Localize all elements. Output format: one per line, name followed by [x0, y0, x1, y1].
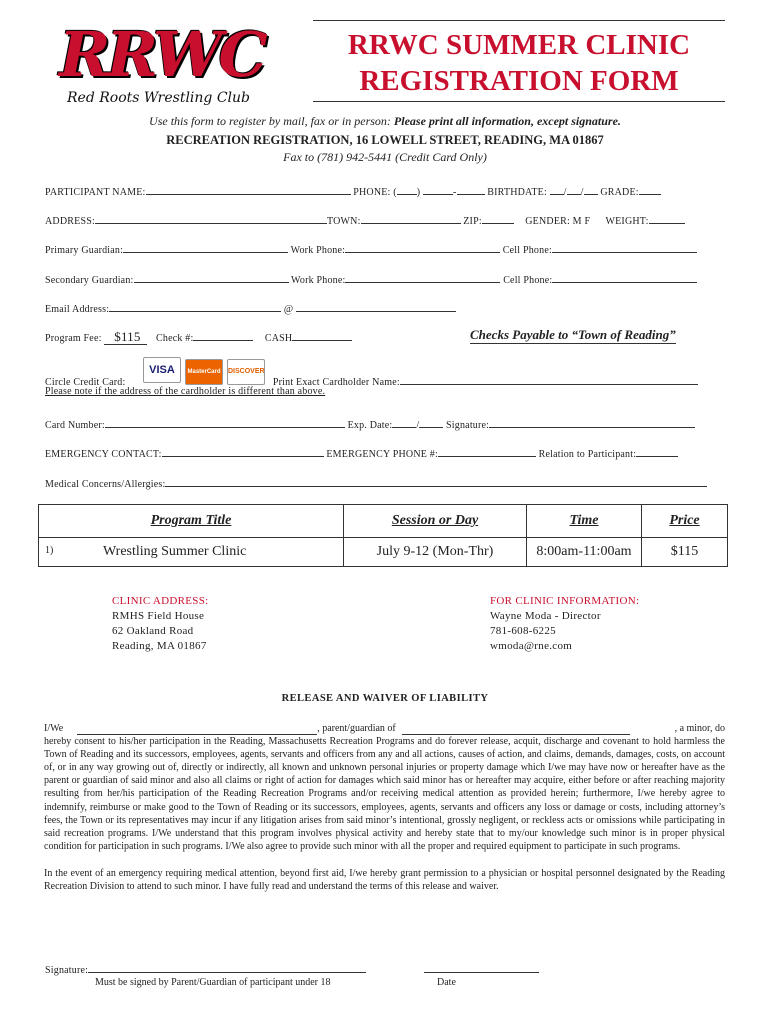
waiver-paragraph-1	[44, 722, 725, 853]
cardholder-name-label: Print Exact Cardholder Name:	[272, 377, 400, 388]
instructions-prefix: Use this form to register by mail, fax or in person:	[149, 114, 391, 128]
waiver-minor: , a minor, do	[674, 723, 725, 734]
primary-work-phone-field[interactable]	[345, 242, 500, 253]
phone-dash: -	[453, 187, 457, 198]
header-time: Time	[527, 505, 642, 538]
card-number-field[interactable]	[105, 417, 345, 428]
clinic-address-line: Reading, MA 01867	[112, 640, 207, 652]
logo-subtitle: Red Roots Wrestling Club	[67, 90, 250, 106]
price-cell: $115	[642, 538, 728, 567]
mastercard-icon[interactable]: MasterCard	[185, 359, 223, 385]
logo-letters: RRWC	[59, 18, 264, 91]
clinic-address-heading: CLINIC ADDRESS:	[112, 595, 209, 607]
clinic-info	[490, 594, 639, 654]
participant-name-label: PARTICIPANT NAME:	[45, 187, 146, 198]
phone-label: PHONE: (	[353, 187, 397, 198]
clinic-address-line: RMHS Field House	[112, 610, 205, 622]
medical-label: Medical Concerns/Allergies:	[45, 479, 166, 490]
email-at: @	[283, 304, 294, 315]
emergency-contact-field[interactable]	[162, 446, 324, 457]
program-title-cell	[39, 538, 344, 567]
cash-field[interactable]	[292, 330, 352, 341]
phone-line-field[interactable]	[457, 184, 485, 195]
weight-label: WEIGHT:	[605, 216, 649, 227]
checks-payable: Checks Payable to “Town of Reading”	[470, 327, 676, 342]
card-number-label: Card Number:	[45, 420, 105, 431]
weight-field[interactable]	[649, 213, 685, 224]
waiver-signature-label: Signature:	[45, 965, 89, 976]
title-box	[313, 20, 725, 102]
grade-field[interactable]	[639, 184, 661, 195]
page-title-line2: REGISTRATION FORM	[359, 65, 679, 97]
session-cell: July 9-12 (Mon-Thr)	[344, 538, 527, 567]
check-label: Check #:	[156, 333, 194, 344]
waiver-we: I/We	[44, 723, 64, 734]
date-label: Date	[437, 977, 456, 988]
program-title: Wrestling Summer Clinic	[103, 544, 247, 559]
secondary-work-phone-field[interactable]	[345, 272, 500, 283]
row-payment	[45, 329, 352, 345]
visa-card-icon[interactable]: VISA	[143, 357, 181, 383]
row-card-number	[45, 417, 695, 431]
row-number: 1)	[45, 545, 54, 556]
cardholder-note: Please note if the address of the cardholder is different than above.	[45, 386, 326, 397]
email-domain-field[interactable]	[296, 301, 456, 312]
program-fee-value: $115	[104, 329, 146, 345]
waiver-minor-name-field[interactable]	[402, 724, 630, 735]
date-sep: /	[563, 187, 567, 198]
waiver-paragraph-2: In the event of an emergency requiring medical attention, beyond first aid, I/we hereby grant permission to a physician or hospital personnel designated by the Reading Recreation Division to attend to such minor. I have fully read and understand the terms of this release and waiver.	[44, 867, 725, 893]
waiver-signature-field[interactable]	[88, 962, 366, 973]
program-table	[38, 504, 728, 567]
participant-name-field[interactable]	[146, 184, 351, 195]
emergency-contact-label: EMERGENCY CONTACT:	[45, 449, 162, 460]
town-field[interactable]	[361, 213, 461, 224]
cell-phone-label: Cell Phone:	[502, 245, 552, 256]
header-price: Price	[642, 505, 728, 538]
email-label: Email Address:	[45, 304, 110, 315]
row-secondary-guardian	[45, 272, 697, 286]
discover-card-icon[interactable]: DISCOVER	[227, 359, 265, 385]
address-label: ADDRESS:	[45, 216, 95, 227]
clinic-address	[112, 594, 209, 654]
zip-field[interactable]	[482, 213, 514, 224]
birth-month-field[interactable]	[550, 184, 564, 195]
date-sep: /	[416, 420, 420, 431]
club-logo	[55, 18, 280, 113]
secondary-guardian-field[interactable]	[134, 272, 289, 283]
header-program-title: Program Title	[39, 505, 344, 538]
waiver-title: RELEASE AND WAIVER OF LIABILITY	[281, 693, 489, 704]
row-primary-guardian	[45, 242, 697, 256]
zip-label: ZIP:	[463, 216, 482, 227]
waiver-guardian-name-field[interactable]	[77, 724, 317, 735]
relation-field[interactable]	[636, 446, 678, 457]
row-email	[45, 301, 456, 315]
row-emergency	[45, 446, 678, 460]
secondary-guardian-label: Secondary Guardian:	[45, 275, 134, 286]
address-field[interactable]	[95, 213, 327, 224]
medical-field[interactable]	[165, 476, 707, 487]
cash-label: CASH	[264, 333, 293, 344]
clinic-address-line: 62 Oakland Road	[112, 625, 194, 637]
check-number-field[interactable]	[193, 330, 253, 341]
birthdate-label: BIRTHDATE:	[487, 187, 547, 198]
waiver-date-field[interactable]	[424, 962, 539, 973]
header-session: Session or Day	[344, 505, 527, 538]
phone-prefix-field[interactable]	[423, 184, 453, 195]
page-title-line1: RRWC SUMMER CLINIC	[347, 29, 691, 61]
emergency-phone-label: EMERGENCY PHONE #:	[326, 449, 438, 460]
table-row[interactable]	[39, 538, 728, 567]
card-signature-field[interactable]	[489, 417, 695, 428]
work-phone-label: Work Phone:	[290, 245, 346, 256]
clinic-phone: 781-608-6225	[490, 625, 556, 637]
row-signature	[45, 962, 539, 976]
instructions-emphasis: Please print all information, except signature.	[393, 114, 621, 128]
circle-credit-card-label: Circle Credit Card:	[45, 377, 126, 388]
birth-year-field[interactable]	[584, 184, 598, 195]
row-medical	[45, 476, 707, 490]
town-label: TOWN:	[326, 216, 361, 227]
program-fee-label: Program Fee:	[45, 333, 102, 344]
time-cell: 8:00am-11:00am	[527, 538, 642, 567]
phone-close: )	[416, 187, 421, 198]
exp-year-field[interactable]	[419, 417, 443, 428]
program-table-header	[39, 505, 728, 538]
phone-area-field[interactable]	[397, 184, 417, 195]
work-phone-label: Work Phone:	[291, 275, 346, 286]
grade-label: GRADE:	[600, 187, 639, 198]
secondary-cell-phone-field[interactable]	[552, 272, 697, 283]
primary-guardian-field[interactable]	[123, 242, 288, 253]
registration-address: RECREATION REGISTRATION, 16 LOWELL STREET, READING, MA 01867	[166, 133, 604, 147]
fax-line: Fax to (781) 942-5441 (Credit Card Only)	[283, 150, 487, 164]
clinic-email-link[interactable]: wmoda@rne.com	[490, 640, 573, 652]
row-participant	[45, 184, 661, 198]
instructions	[0, 114, 770, 129]
gender-label[interactable]: GENDER: M F	[525, 216, 591, 227]
clinic-director: Wayne Moda - Director	[490, 610, 601, 622]
date-sep: /	[580, 187, 584, 198]
cell-phone-label: Cell Phone:	[503, 275, 553, 286]
cardholder-name-field[interactable]	[400, 374, 698, 385]
signature-note: Must be signed by Parent/Guardian of participant under 18	[95, 977, 331, 988]
primary-cell-phone-field[interactable]	[552, 242, 697, 253]
exp-date-label: Exp. Date:	[347, 420, 393, 431]
relation-label: Relation to Participant:	[538, 449, 637, 460]
birth-day-field[interactable]	[567, 184, 581, 195]
primary-guardian-label: Primary Guardian:	[45, 245, 124, 256]
waiver-parent: , parent/guardian of	[317, 723, 396, 734]
emergency-phone-field[interactable]	[438, 446, 536, 457]
email-user-field[interactable]	[109, 301, 281, 312]
clinic-info-heading: FOR CLINIC INFORMATION:	[490, 595, 640, 607]
exp-month-field[interactable]	[392, 417, 416, 428]
signature-label: Signature:	[446, 420, 490, 431]
waiver-body-text: hereby consent to his/her participation in the Reading, Massachusetts Recreation Programs and do forever release, acquit, discharge and covenant to hold harmless the Town of Reading and its successors, employees, agents, servants and officers from any and all actions, causes of action, and claims, demands, damages, costs, on account of, or in any way growing out of, directly or indirectly, all known and unknown personal injuries or property damage which I/we may have now or hereafter have as the parent or guardian of said minor and also all claims or right of action for damages which said minor has or hereafter may acquire, either before or after reaching majority resulting from her/his participation of the Reading Recreation Programs and/or receiving medical attention as provided herein; furthermore, I/we hereby agree to indemnify, reimburse or make good to the Town of Reading or its successors, employees, agents, servants and officers any loss or damage or costs, including attorney’s fees, the Town or its representatives may incur if any litigation arises from said minor’s intentional, grossly negligent, or reckless acts or omissions while participating in said recreation programs. I/We understand that this program involves physical activity and hereby state that to my/our knowledge such minor is in proper physical condition for participation in such programs. I/We also agree to provide such minor with all the proper and required equipment to participate in such programs.	[44, 736, 725, 852]
row-address	[45, 213, 685, 227]
waiver-body	[44, 722, 725, 903]
